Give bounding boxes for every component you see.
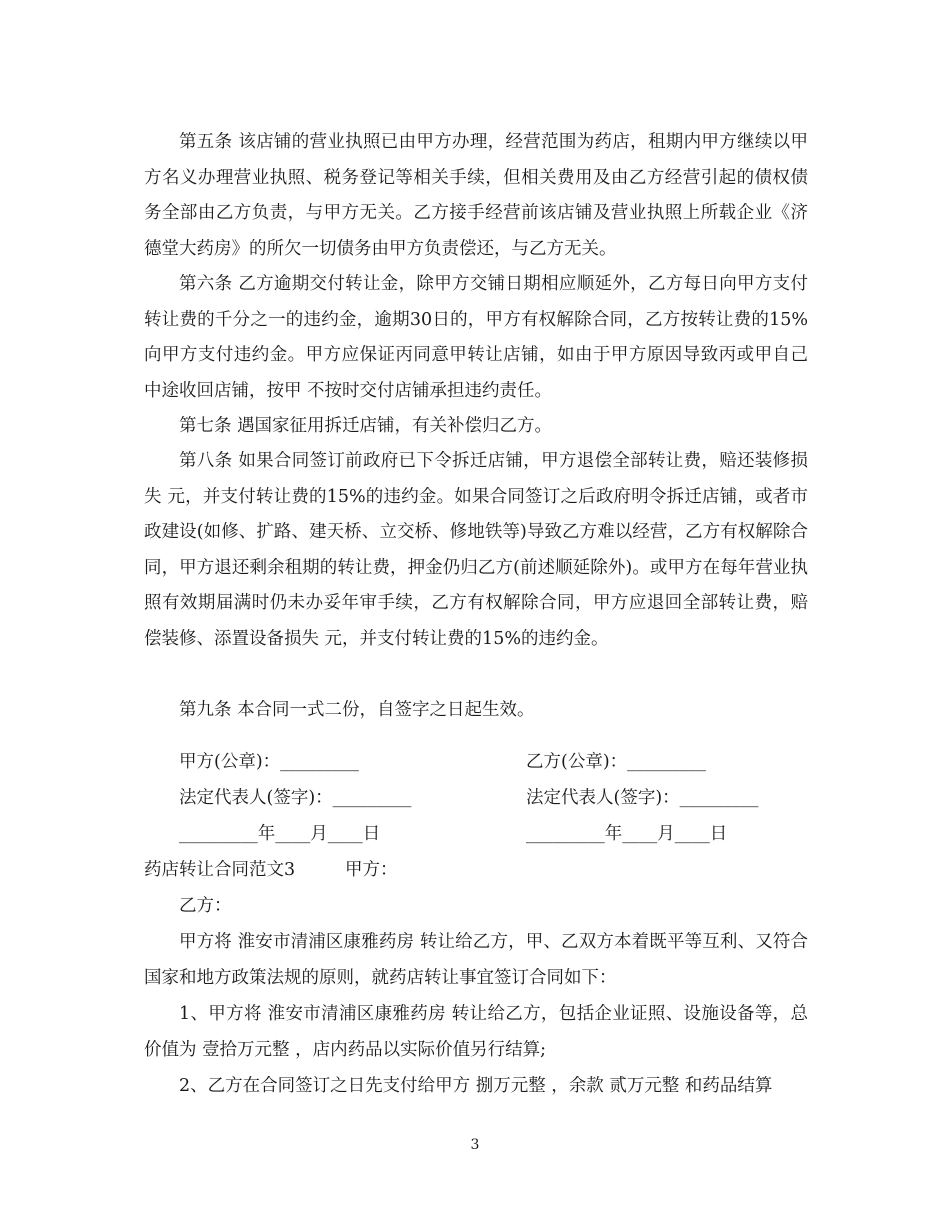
article-8-paragraph: 第八条 如果合同签订前政府已下令拆迁店铺，甲方退偿全部转让费，赔还装修损失 元，并支付转让费的15%的违约金。如果合同签订之后政府明令拆迁店铺，或者市政建设(如修、扩路、建天桥、立交桥、修地铁等)导致乙方难以经营，乙方有权解除合同，甲方退还剩余租期的转让费，押金仍归乙方(前述顺延除外)。或甲方在每年营业执照有效期届满时仍未办妥年审手续，乙方有权解除合同，甲方应退回全部转让费，赔偿装修、添置设备损失 元，并支付转让费的15%的违约金。 bbox=[144, 451, 808, 649]
article-6-paragraph: 第六条 乙方逾期交付转让金，除甲方交铺日期相应顺延外，乙方每日向甲方支付转让费的千分之一的违约金，逾期30日的，甲方有权解除合同，乙方按转让费的15%向甲方支付违约金。甲方应保证丙同意甲转让店铺，如由于甲方原因导致丙或甲自己中途收回店铺，按甲 不按时交付店铺承担违约责任。 bbox=[144, 274, 808, 401]
sample-3-intro-paragraph: 甲方将 淮安市清浦区康雅药房 转让给乙方，甲、乙双方本着既平等互利、又符合国家和地方政策法规的原则，就药店转让事宜签订合同如下： bbox=[144, 932, 808, 988]
sample-3-clause-2: 2、乙方在合同签订之日先支付给甲方 捌万元整 ，余款 贰万元整 和药品结算 bbox=[179, 1076, 773, 1096]
party-b-seal-line: 乙方(公章)：_________ bbox=[526, 752, 706, 772]
sample-3-clause-1: 1、甲方将 淮安市清浦区康雅药房 转让给乙方，包括企业证照、设施设备等，总价值为 壹拾万元整 ，店内药品以实际价值另行结算; bbox=[144, 1004, 808, 1060]
sample-3-party-b: 乙方： bbox=[179, 896, 232, 916]
party-a-representative-line: 法定代表人(签字)：_________ bbox=[179, 788, 412, 808]
party-b-date-line: _________年____月____日 bbox=[526, 824, 728, 844]
party-b-representative-line: 法定代表人(签字)：_________ bbox=[526, 788, 759, 808]
sample-3-party-a: 甲方： bbox=[345, 860, 398, 880]
party-a-date-line: _________年____月____日 bbox=[179, 824, 381, 844]
article-5-paragraph: 第五条 该店铺的营业执照已由甲方办理，经营范围为药店，租期内甲方继续以甲方名义办理营业执照、税务登记等相关手续，但相关费用及由乙方经营引起的债权债务全部由乙方负责，与甲方无关。乙方接手经营前该店铺及营业执照上所载企业《济德堂大药房》的所欠一切债务由甲方负责偿还，与乙方无关。 bbox=[144, 132, 808, 259]
page-number: 3 bbox=[470, 1137, 480, 1153]
article-7-paragraph: 第七条 遇国家征用拆迁店铺，有关补偿归乙方。 bbox=[179, 416, 553, 436]
party-a-seal-line: 甲方(公章)：_________ bbox=[179, 752, 359, 772]
sample-3-heading: 药店转让合同范文3 bbox=[144, 860, 296, 880]
article-9-paragraph: 第九条 本合同一式二份，自签字之日起生效。 bbox=[179, 700, 535, 720]
